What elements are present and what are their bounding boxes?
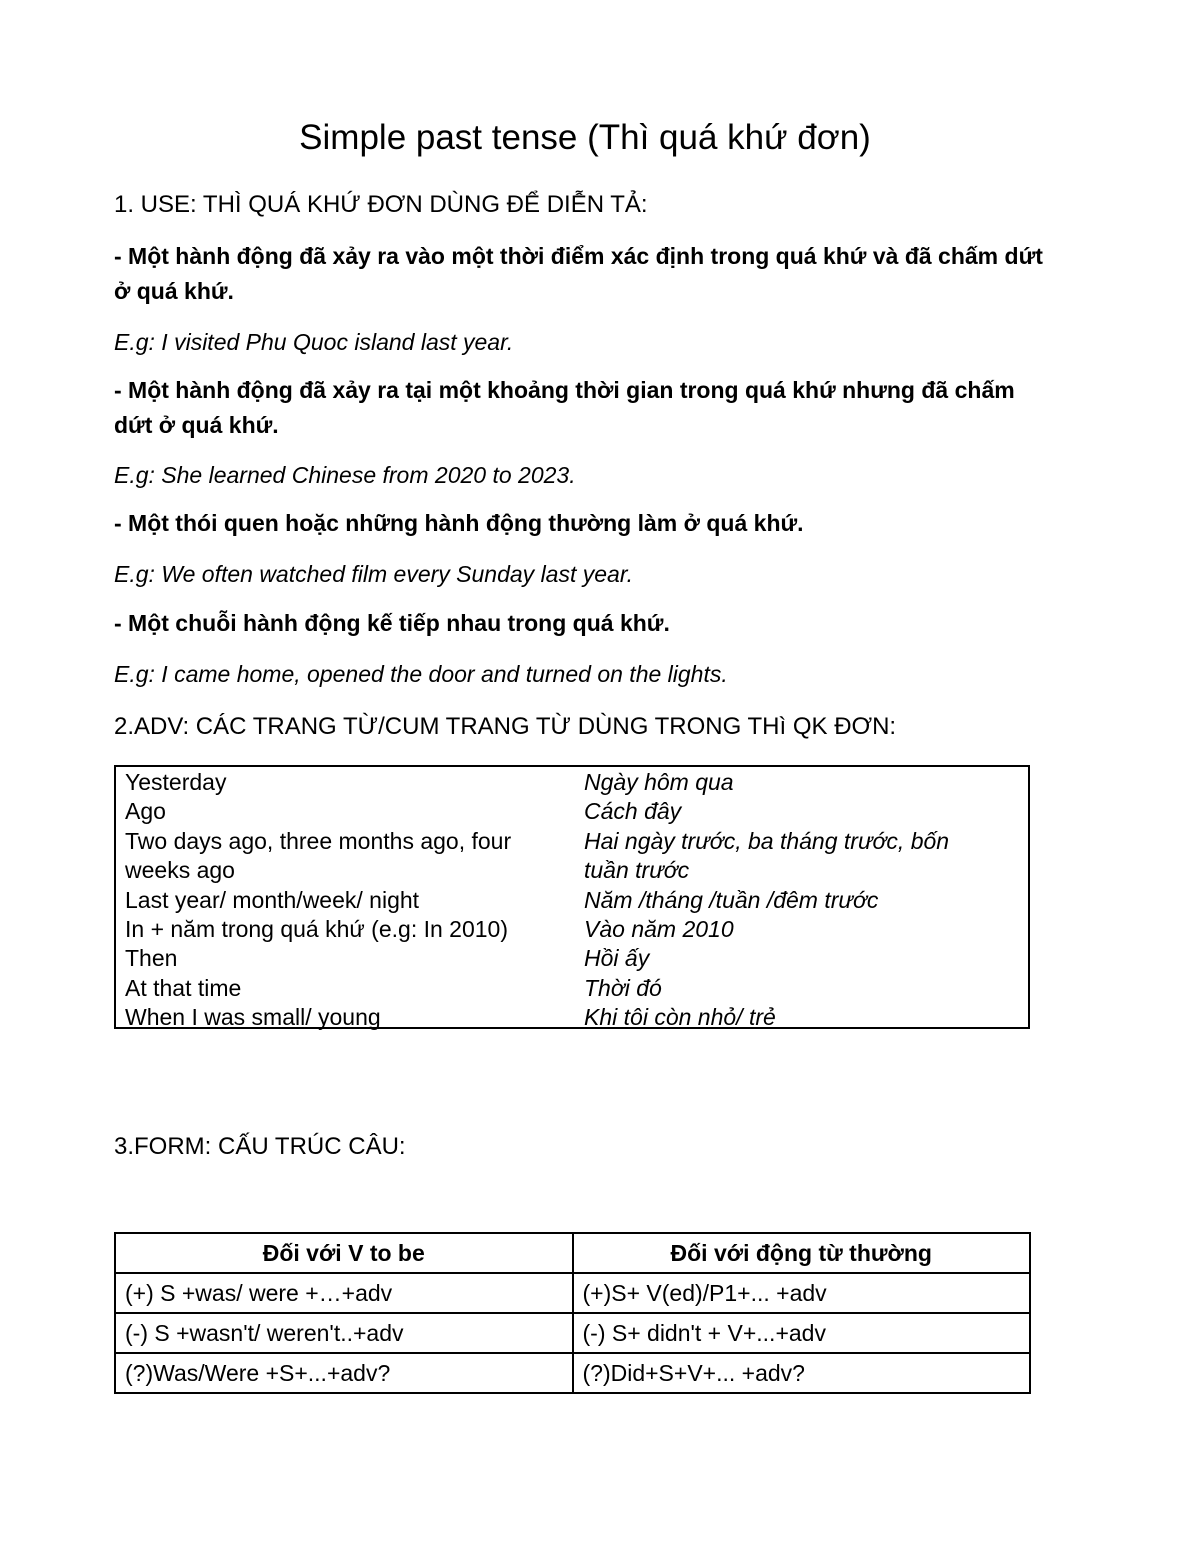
form-header-regular-verb: Đối với động từ thường: [573, 1233, 1031, 1273]
adverbs-vietnamese-column: [584, 768, 1024, 1033]
form-cell-verb-negative: (-) S+ didn't + V+...+adv: [573, 1313, 1031, 1353]
table-row: [115, 1353, 1030, 1393]
use-point-1: - Một hành động đã xảy ra vào một thời điểm xác định trong quá khứ và đã chấm dứt ở quá khứ.: [114, 243, 1043, 304]
adverb-vietnamese: Năm /tháng /tuần /đêm trước: [584, 886, 879, 913]
use-point-4: - Một chuỗi hành động kế tiếp nhau trong quá khứ.: [114, 610, 670, 636]
form-cell-verb-affirmative: (+)S+ V(ed)/P1+... +adv: [573, 1273, 1031, 1313]
adverb-vietnamese: Vào năm 2010: [584, 916, 734, 943]
adverb-vietnamese: Cách đây: [584, 798, 682, 825]
use-example-3: E.g: We often watched film every Sunday last year.: [114, 561, 634, 587]
adverb-english: Two days ago, three months ago, four: [125, 827, 512, 854]
adverb-english: Yesterday: [125, 769, 227, 795]
use-example-2: E.g: She learned Chinese from 2020 to 2023.: [114, 462, 576, 488]
adverb-vietnamese: tuần trước: [584, 857, 690, 884]
table-row: [115, 1313, 1030, 1353]
form-cell-to-be-affirmative: (+) S +was/ were +…+adv: [115, 1273, 573, 1313]
form-heading: 3.FORM: CẤU TRÚC CÂU:: [114, 1133, 406, 1160]
use-example-1: E.g: I visited Phu Quoc island last year.: [114, 329, 514, 355]
form-table: [114, 1232, 1031, 1394]
adverb-vietnamese: Khi tôi còn nhỏ/ trẻ: [584, 1004, 776, 1031]
adverb-vietnamese: Thời đó: [584, 974, 662, 1001]
page-title: Simple past tense (Thì quá khứ đơn): [299, 118, 871, 157]
form-cell-to-be-negative: (-) S +wasn't/ weren't..+adv: [115, 1313, 573, 1353]
adverb-english: At that time: [125, 974, 242, 1001]
form-table-header-row: [115, 1233, 1030, 1273]
adverb-english: Then: [125, 945, 178, 972]
adverb-english: Ago: [125, 798, 166, 825]
adverb-english: weeks ago: [125, 857, 235, 884]
use-example-4: E.g: I came home, opened the door and turned on the lights.: [114, 661, 728, 687]
form-header-to-be: Đối với V to be: [115, 1233, 573, 1273]
adverb-english: When I was small/ young: [125, 1004, 381, 1031]
use-heading: 1. USE: THÌ QUÁ KHỨ ĐƠN DÙNG ĐỂ DIỄN TẢ:: [114, 191, 648, 218]
adverb-english: Last year/ month/week/ night: [125, 886, 420, 913]
form-cell-verb-question: (?)Did+S+V+... +adv?: [573, 1353, 1031, 1393]
adverb-vietnamese: Hai ngày trước, ba tháng trước, bốn: [584, 827, 950, 854]
form-cell-to-be-question: (?)Was/Were +S+...+adv?: [115, 1353, 573, 1393]
adverb-vietnamese: Ngày hôm qua: [584, 769, 734, 795]
adverbs-english-column: [125, 768, 565, 1033]
adverbs-table: [114, 765, 1030, 1029]
adverb-english: In + năm trong quá khứ (e.g: In 2010): [125, 916, 508, 943]
adverb-vietnamese: Hồi ấy: [584, 945, 650, 972]
use-point-2: - Một hành động đã xảy ra tại một khoảng thời gian trong quá khứ nhưng đã chấm dứt ở quá khứ.: [114, 377, 1015, 438]
adv-heading: 2.ADV: CÁC TRANG TỪ/CUM TRANG TỪ DÙNG TRONG THì QK ĐƠN:: [114, 713, 897, 740]
use-point-3: - Một thói quen hoặc những hành động thường làm ở quá khứ.: [114, 510, 804, 536]
table-row: [115, 1273, 1030, 1313]
